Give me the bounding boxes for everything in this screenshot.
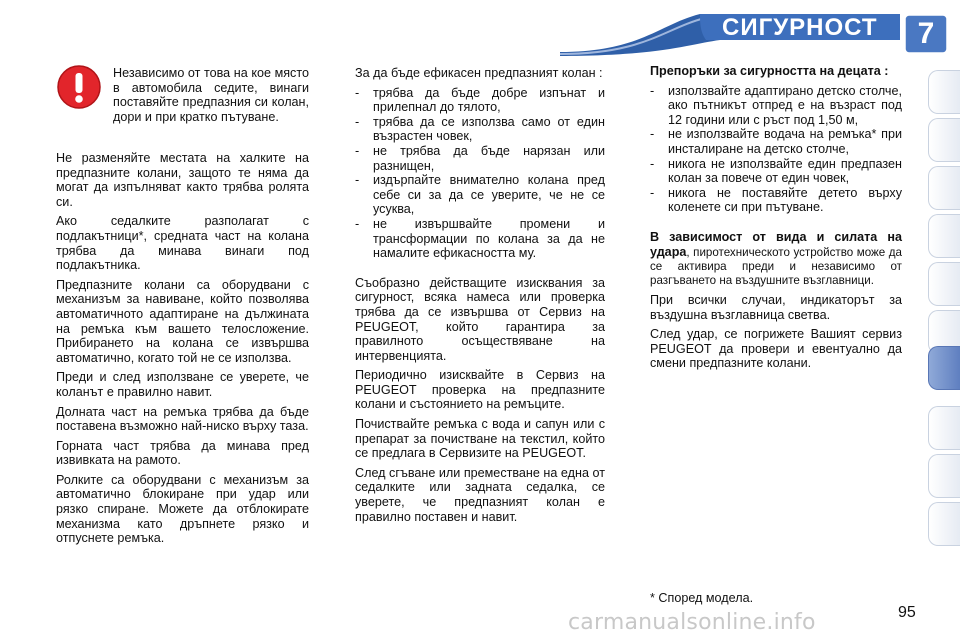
chapter-tab[interactable]: [928, 502, 960, 546]
paragraph: Долната част на ремъка трябва да бъде поставена възможно най-ниско върху таза.: [56, 404, 309, 434]
footnote: * Според модела.: [650, 591, 754, 605]
airbag-paragraph: [650, 230, 902, 288]
paragraph: Почиствайте ремъка с вода и сапун или с препарат за почистване на текстил, който се предлага в Сервизите на PEUGEOT.: [355, 417, 605, 461]
warning-text: Независимо от това на кое място в автомобила седите, винаги поставяйте предпазния си колан, дори и при кратко пътуване.: [113, 66, 309, 124]
list-item: - не трябва да бъде нарязан или разнищен,: [355, 143, 605, 173]
paragraph: При всички случаи, индикаторът за въздушна възглавница светва.: [650, 292, 902, 322]
chapter-tab[interactable]: [928, 214, 960, 258]
chapter-tab-active[interactable]: [928, 346, 960, 390]
chapter-tab[interactable]: [928, 70, 960, 114]
paragraph: За да бъде ефикасен предпазният колан :: [355, 66, 603, 80]
section-heading: Препоръки за сигурността на децата :: [650, 64, 889, 78]
list-dash: -: [355, 216, 360, 231]
list-dash: -: [650, 156, 655, 171]
child-safety-list: [650, 84, 902, 215]
warning-text-block: [113, 66, 309, 129]
paragraph: След сгъване или преместване на една от седалките или задната седалка, се уверете, че предпазният колан е правилно поставен и навит.: [355, 465, 605, 524]
paragraph: Периодично изисквайте в Сервиз на PEUGEOT проверка на предпазните колани и състоянието на ремъците.: [355, 368, 605, 412]
list-item: - използвайте адаптирано детско столче, ако пътникът отпред е на възраст под 12 години или с ръст под 1,50 м,: [650, 83, 902, 127]
paragraph: Ролките са оборудвани с механизъм за автоматично блокиране при удар или рязко спиране. Можете да отблокирате механизма като дръпнете рязко и отпуснете ремъка.: [56, 472, 309, 546]
list-dash: -: [355, 143, 360, 158]
chapter-tab[interactable]: [928, 454, 960, 498]
chapter-tab[interactable]: [928, 118, 960, 162]
list-item: - трябва да бъде добре изпънат и прилепнал до тялото,: [355, 85, 605, 115]
list-item: - трябва да се използва само от един възрастен човек,: [355, 114, 605, 144]
column-3: [650, 64, 902, 376]
paragraph: Предпазните колани са оборудвани с механизъм за навиване, който позволява автоматичното адаптиране на дължината на ремъка към вашето телосложение. Прибирането на колана се извършва автоматично, когато той не се използва.: [56, 277, 309, 365]
paragraph: Съобразно действащите изисквания за сигурност, всяка намеса или проверка трябва да се извършва от Сервиз на PEUGEOT, който гарантира за правилното осъществяване на интервенцията.: [355, 275, 605, 363]
list-dash: -: [650, 185, 655, 200]
paragraph: Не разменяйте местата на халкитe на предпазните колани, защото те няма да могат да изпълняват както трябва ролята си.: [56, 151, 309, 209]
list-item: - не извършвайте промени и трансформации по колана за да не намалите ефикасността му.: [355, 216, 605, 261]
list-dash: -: [650, 83, 655, 98]
chapter-tab[interactable]: [928, 262, 960, 306]
paragraph: Преди и след използване се уверете, че коланът е правилно навит.: [56, 370, 309, 399]
chapter-tab[interactable]: [928, 166, 960, 210]
list-item: - издърпайте внимателно колана пред себе си за да се уверите, че не се усуква,: [355, 173, 605, 217]
list-item: - никога не поставяйте детето върху коленете си при пътуване.: [650, 185, 902, 215]
watermark: carmanualsonline.info: [568, 610, 816, 635]
list-item: - не използвайте водача на ремъка* при инсталиране на детско столче,: [650, 127, 902, 156]
airbag-bold-lead: В зависимост от вида и силата на удара: [650, 229, 902, 259]
list-dash: -: [355, 114, 360, 129]
belt-efficiency-list: [355, 86, 605, 261]
chapter-title: СИГУРНОСТ: [722, 14, 878, 41]
list-dash: -: [355, 85, 360, 100]
column-1: [56, 151, 309, 551]
list-dash: -: [355, 173, 360, 188]
chapter-number: 7: [917, 17, 935, 50]
airbag-rest: , пиротехническото устройство може да се активира преди и независимо от разгъването на въздушните възглавници.: [650, 245, 902, 287]
list-dash: -: [650, 127, 655, 142]
chapter-tab[interactable]: [928, 406, 960, 450]
page-number: 95: [898, 604, 916, 621]
column-2: [355, 66, 605, 529]
chapter-tabs: [928, 70, 960, 590]
paragraph: След удар, се погрижете Вашият сервиз PEUGEOT да провери и евентуално да смени предпазните колани.: [650, 327, 902, 371]
paragraph: Горната част трябва да минава пред извивката на рамото.: [56, 438, 309, 468]
list-item: - никога не използвайте един предпазен колан за повече от един човек,: [650, 156, 902, 186]
paragraph: Ако седалките разполагат с подлакътници*, средната част на колана трябва да минава винаги под подлакътника.: [56, 214, 309, 273]
warning-exclamation-icon: [56, 64, 102, 110]
